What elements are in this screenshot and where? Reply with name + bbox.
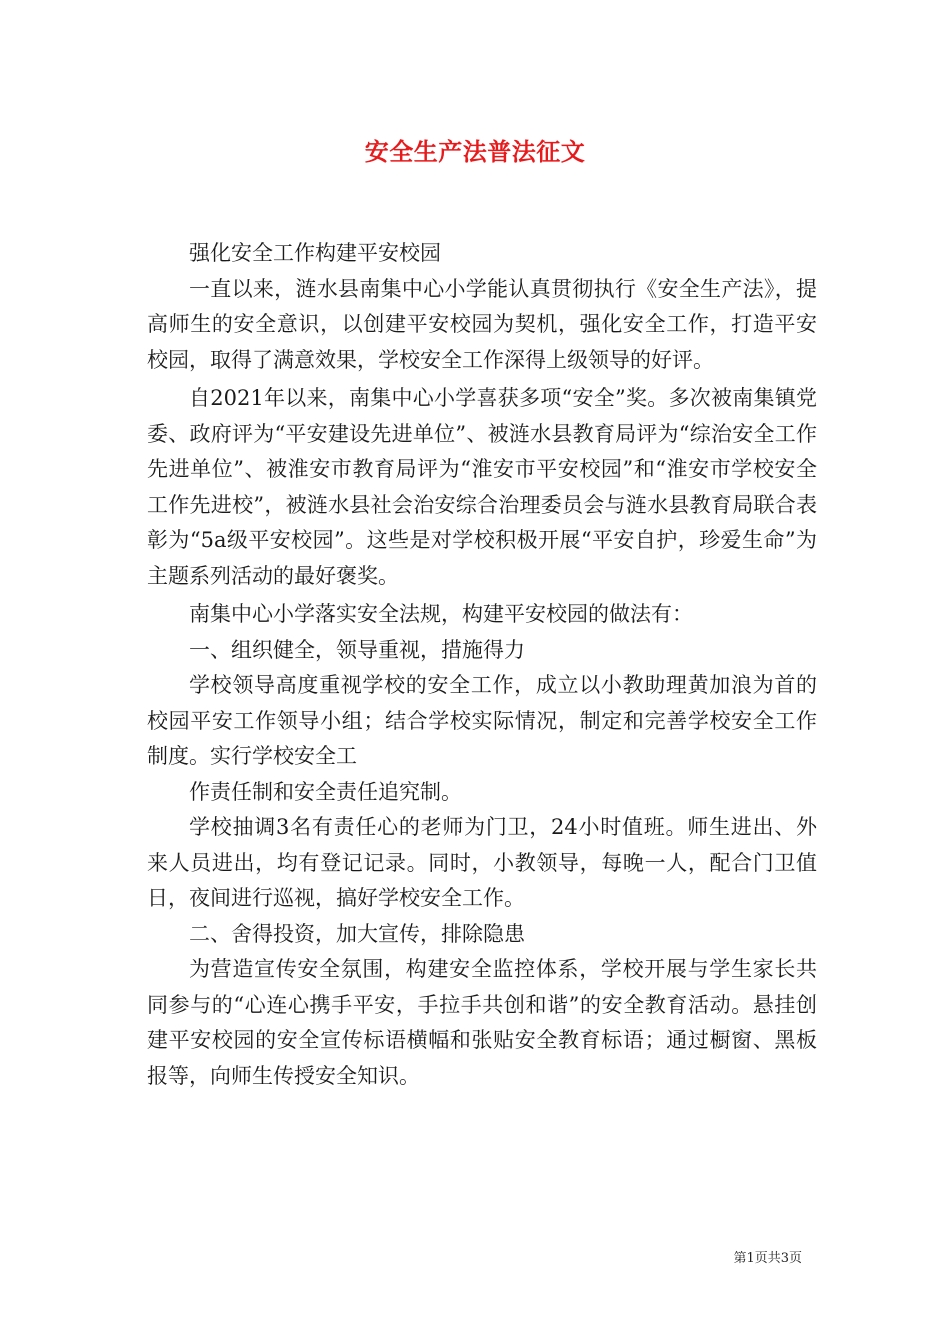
paragraph-publicity: 为营造宣传安全氛围，构建安全监控体系，学校开展与学生家长共同参与的“心连心携手平安，手拉手共创和谐”的安全教育活动。悬挂创建平安校园的安全宣传标语横幅和张贴安全教育标语；通过橱窗、黑板报等，向师生传授安全知识。 — [147, 957, 817, 1088]
paragraph-awards: 自2021年以来，南集中心小学喜获多项“安全”奖。多次被南集镇党委、政府评为“平安建设先进单位”、被涟水县教育局评为“综治安全工作先进单位”、被淮安市教育局评为“淮安市平安校园”和“淮安市学校安全工作先进校”，被涟水县社会治安综合治理委员会与涟水县教育局联合表彰为“5a级平安校园”。这些是对学校积极开展“平安自护，珍爱生命”为主题系列活动的最好褒奖。 — [147, 386, 817, 588]
section-heading-2: 二、舍得投资，加大宣传，排除隐患 — [189, 921, 525, 946]
section-heading-1: 一、组织健全，领导重视，措施得力 — [189, 637, 525, 662]
document-title: 安全生产法普法征文 — [364, 137, 586, 166]
document-body — [147, 236, 817, 1094]
paragraph-guards: 学校抽调3名有责任心的老师为门卫，24小时值班。师生进出、外来人员进出，均有登记记录。同时，小教领导，每晚一人，配合门卫值日，夜间进行巡视，搞好学校安全工作。 — [147, 815, 817, 910]
paragraph-practices: 南集中心小学落实安全法规，构建平安校园的做法有： — [189, 602, 693, 626]
paragraph-subtitle: 强化安全工作构建平安校园 — [189, 241, 441, 265]
paragraph-intro: 一直以来，涟水县南集中心小学能认真贯彻执行《安全生产法》，提高师生的安全意识，以创建平安校园为契机，强化安全工作，打造平安校园，取得了满意效果，学校安全工作深得上级领导的好评。 — [147, 276, 817, 372]
page-number: 第1页共3页 — [733, 1251, 802, 1266]
paragraph-responsibility: 作责任制和安全责任追究制。 — [189, 779, 462, 804]
paragraph-leadership: 学校领导高度重视学校的安全工作，成立以小教助理黄加浪为首的校园平安工作领导小组；结合学校实际情况，制定和完善学校安全工作制度。实行学校安全工 — [147, 673, 817, 768]
